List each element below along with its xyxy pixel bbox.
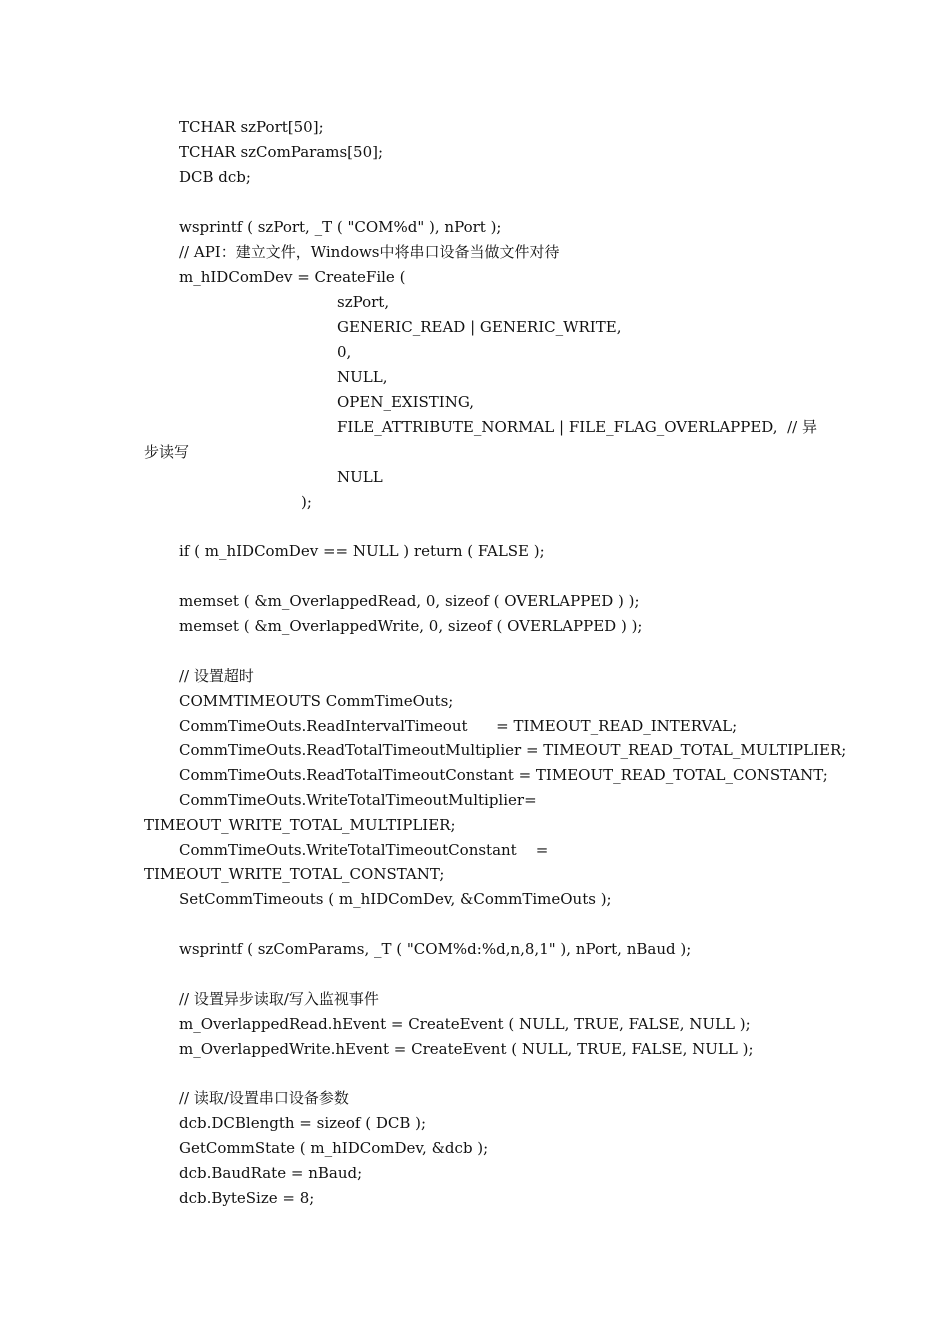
code-comment: // API：建立文件，Windows中将串口设备当做文件对待 xyxy=(179,243,560,261)
code-line: CommTimeOuts.ReadIntervalTimeout = TIMEOUT_READ_INTERVAL; xyxy=(179,717,738,735)
code-line: NULL xyxy=(337,468,383,486)
code-line-wrap: TIMEOUT_WRITE_TOTAL_CONSTANT; xyxy=(144,865,445,883)
code-line: CommTimeOuts.ReadTotalTimeoutMultiplier = TIMEOUT_READ_TOTAL_MULTIPLIER; xyxy=(179,741,847,759)
code-line: memset ( &m_OverlappedRead, 0, sizeof ( OVERLAPPED ) ); xyxy=(179,592,640,610)
code-line: dcb.BaudRate = nBaud; xyxy=(179,1164,363,1182)
code-line: SetCommTimeouts ( m_hIDComDev, &CommTimeOuts ); xyxy=(179,890,612,908)
code-line-wrap: TIMEOUT_WRITE_TOTAL_MULTIPLIER; xyxy=(144,816,456,834)
code-line: CommTimeOuts.ReadTotalTimeoutConstant = TIMEOUT_READ_TOTAL_CONSTANT; xyxy=(179,766,828,784)
code-line: dcb.ByteSize = 8; xyxy=(179,1189,315,1207)
code-line: if ( m_hIDComDev == NULL ) return ( FALSE ); xyxy=(179,542,545,560)
code-line: FILE_ATTRIBUTE_NORMAL | FILE_FLAG_OVERLAPPED, // 异 xyxy=(337,418,817,436)
code-line: COMMTIMEOUTS CommTimeOuts; xyxy=(179,692,454,710)
code-line: 0, xyxy=(337,343,352,361)
code-line: szPort, xyxy=(337,293,390,311)
code-line: dcb.DCBlength = sizeof ( DCB ); xyxy=(179,1114,427,1132)
code-line: GetCommState ( m_hIDComDev, &dcb ); xyxy=(179,1139,489,1157)
code-line-wrap: 步读写 xyxy=(144,443,190,461)
code-comment: // 设置超时 xyxy=(179,667,254,685)
code-line: TCHAR szComParams[50]; xyxy=(179,143,384,161)
code-line: NULL, xyxy=(337,368,388,386)
code-line: TCHAR szPort[50]; xyxy=(179,118,324,136)
code-comment: // 读取/设置串口设备参数 xyxy=(179,1089,349,1107)
code-line: ); xyxy=(301,493,312,511)
code-line: m_hIDComDev = CreateFile ( xyxy=(179,268,406,286)
code-line: memset ( &m_OverlappedWrite, 0, sizeof ( OVERLAPPED ) ); xyxy=(179,617,643,635)
code-line: OPEN_EXISTING, xyxy=(337,393,475,411)
code-line: wsprintf ( szComParams, _T ( "COM%d:%d,n,8,1" ), nPort, nBaud ); xyxy=(179,940,692,958)
code-line: CommTimeOuts.WriteTotalTimeoutConstant = xyxy=(179,841,549,859)
code-line: CommTimeOuts.WriteTotalTimeoutMultiplier= xyxy=(179,791,537,809)
code-comment: // 设置异步读取/写入监视事件 xyxy=(179,990,379,1008)
code-line: DCB dcb; xyxy=(179,168,251,186)
code-line: m_OverlappedRead.hEvent = CreateEvent ( NULL, TRUE, FALSE, NULL ); xyxy=(179,1015,751,1033)
code-line: GENERIC_READ | GENERIC_WRITE, xyxy=(337,318,622,336)
code-line: m_OverlappedWrite.hEvent = CreateEvent ( NULL, TRUE, FALSE, NULL ); xyxy=(179,1040,754,1058)
code-line: wsprintf ( szPort, _T ( "COM%d" ), nPort ); xyxy=(179,218,502,236)
